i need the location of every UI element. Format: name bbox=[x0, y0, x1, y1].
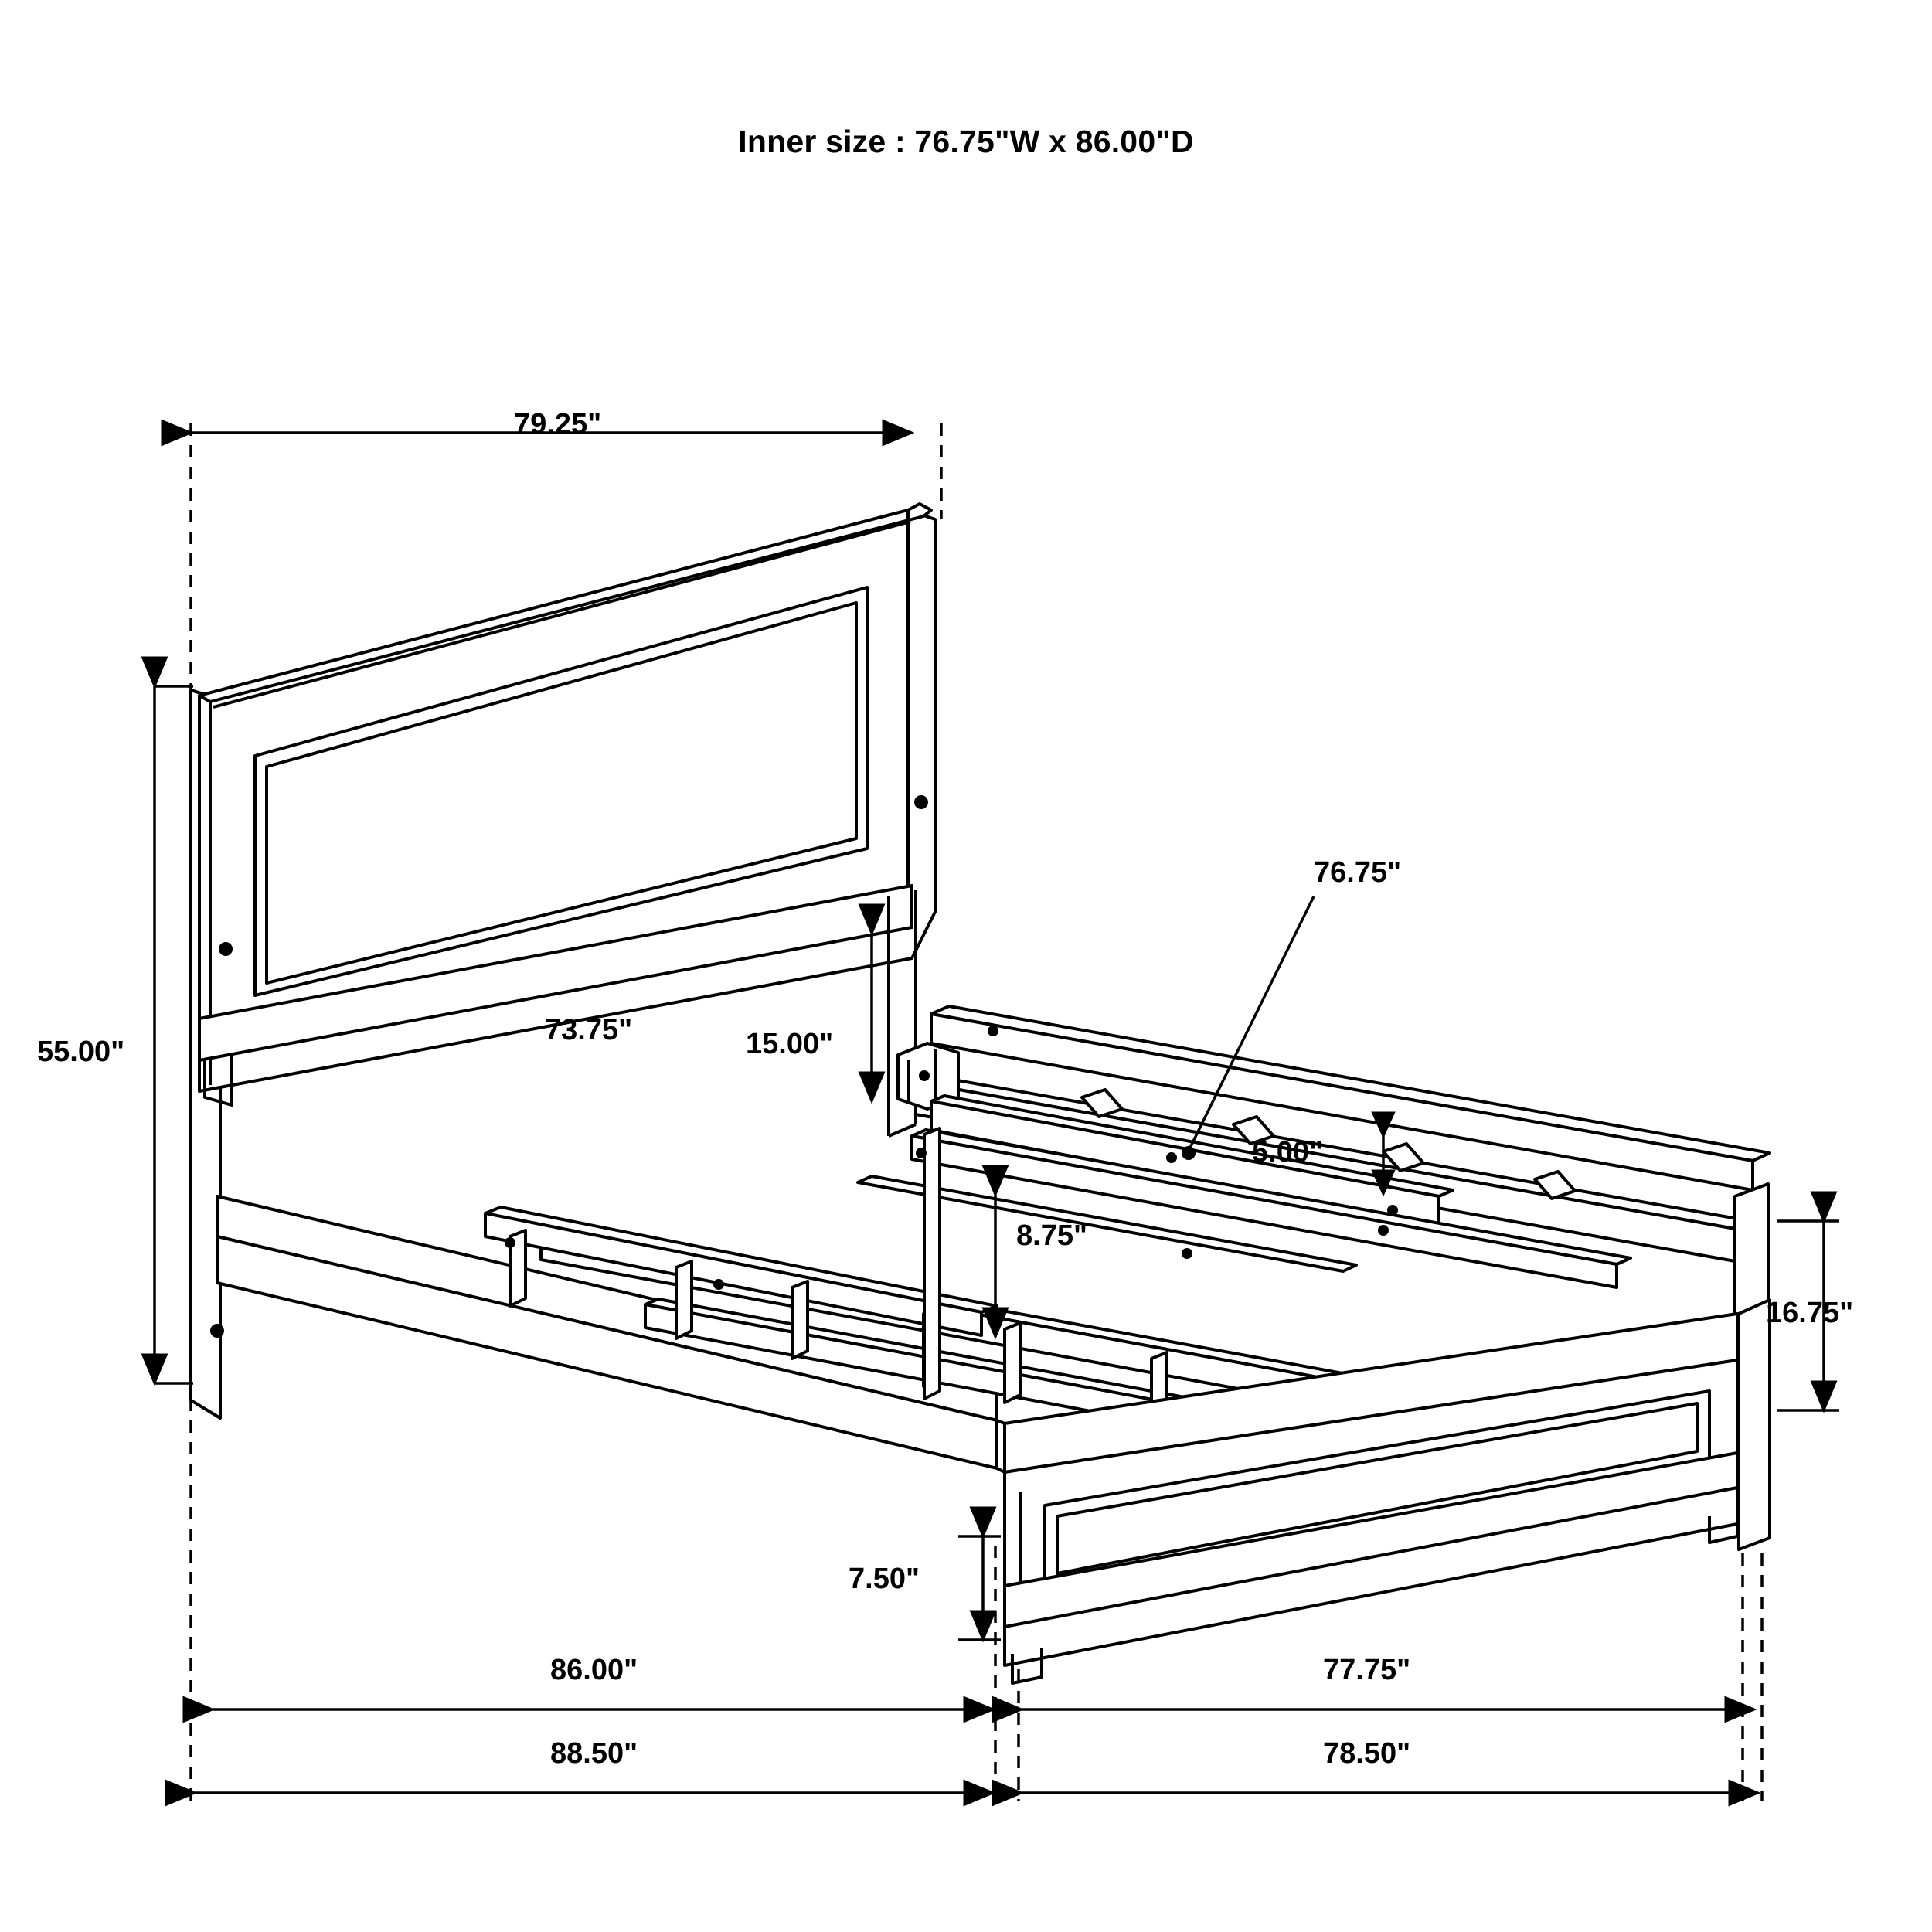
dimension-label-floor-clearance: 7.50" bbox=[849, 1563, 920, 1595]
dimension-label-footboard-height: 16.75" bbox=[1766, 1297, 1854, 1329]
dimension-label-headboard-panel-width: 73.75" bbox=[545, 1014, 633, 1046]
dimension-label-slat-height: 5.00" bbox=[1252, 1136, 1323, 1168]
dimension-label-rail-to-headboard-top: 15.00" bbox=[746, 1028, 834, 1060]
bed-illustration bbox=[191, 504, 1770, 1683]
dimension-label-headboard-width: 79.25" bbox=[514, 408, 602, 440]
dimension-label-overall-width: 78.50" bbox=[1323, 1737, 1411, 1770]
dimension-label-rail-height: 8.75" bbox=[1016, 1219, 1087, 1252]
dimension-label-overall-depth: 88.50" bbox=[550, 1737, 638, 1770]
page-title: Inner size : 76.75"W x 86.00"D bbox=[738, 124, 1194, 159]
dimension-label-inner-depth: 86.00" bbox=[550, 1654, 638, 1686]
dimension-label-inner-width: 76.75" bbox=[1314, 856, 1402, 889]
dimension-label-overall-height: 55.00" bbox=[37, 1036, 125, 1068]
dimension-label-footboard-width: 77.75" bbox=[1323, 1654, 1411, 1686]
